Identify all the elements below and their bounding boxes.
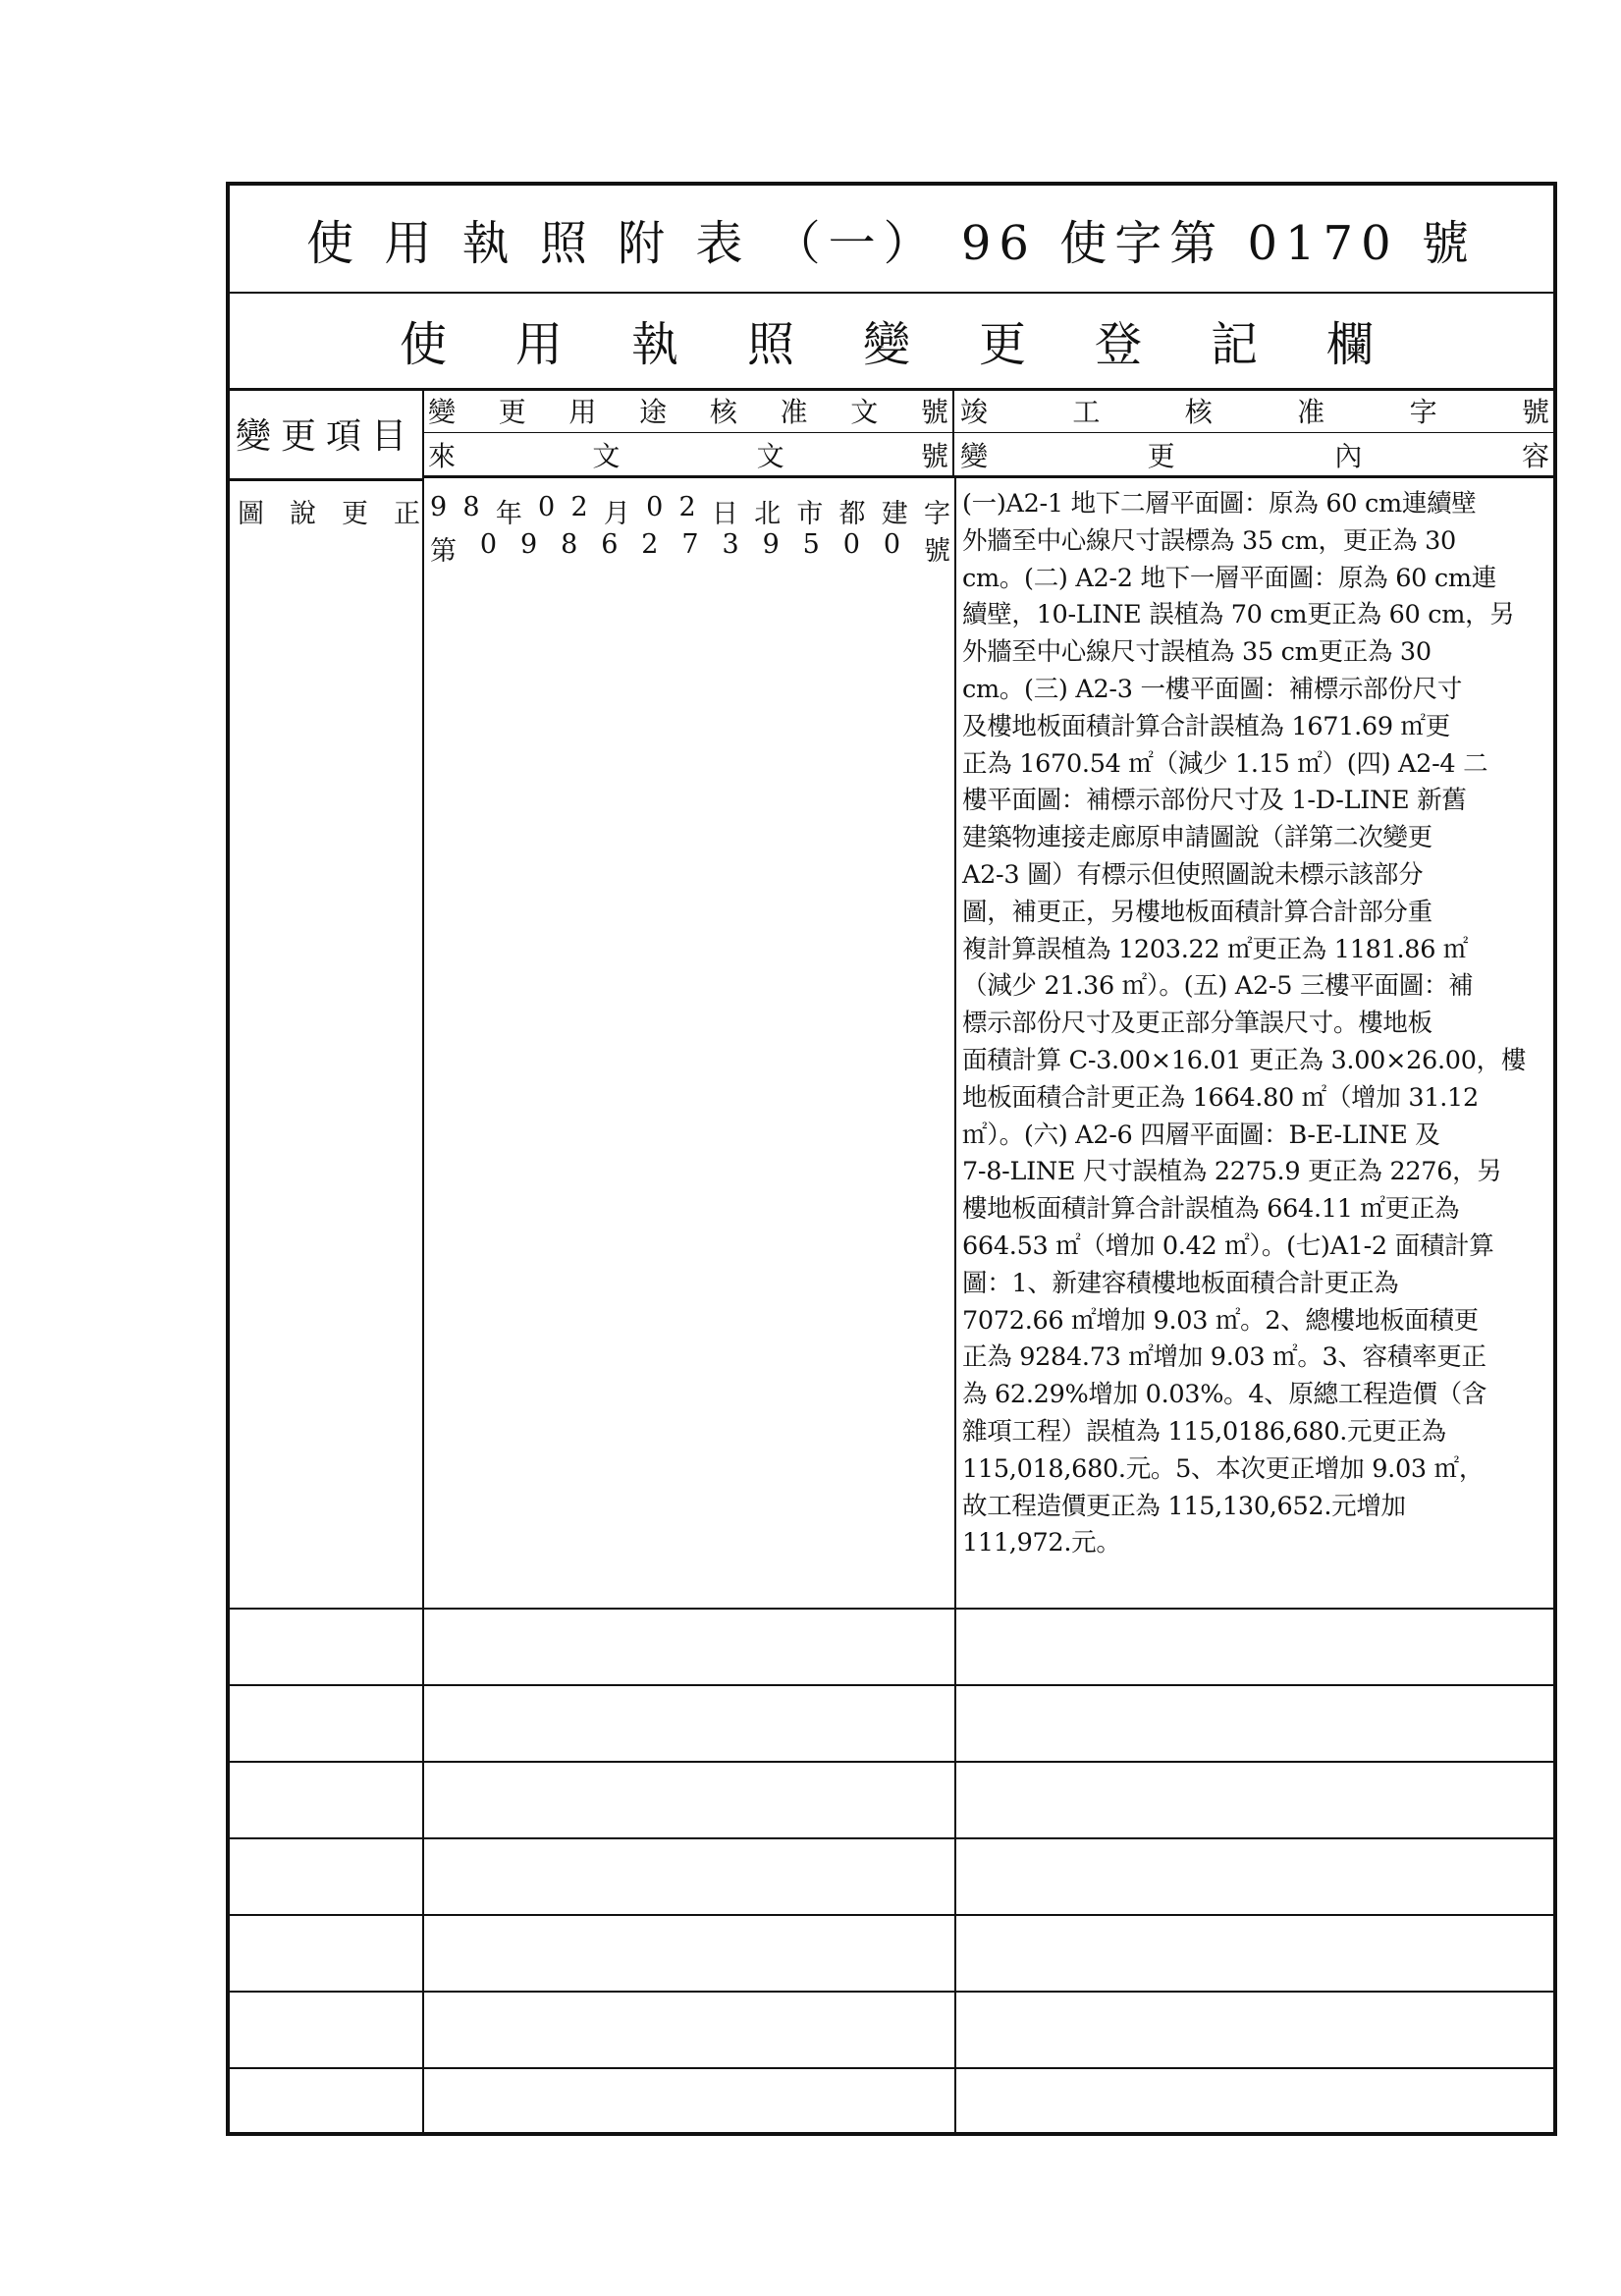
char: 9: [762, 529, 780, 560]
content-line: 外牆至中心線尺寸誤植為 35 cm更正為 30: [962, 637, 1432, 668]
content-line: (一)A2-1 地下二層平面圖：原為 60 cm連續壁: [962, 489, 1477, 519]
content-line: 外牆至中心線尺寸誤標為 35 cm，更正為 30: [962, 525, 1456, 556]
char: 更: [498, 395, 526, 428]
content-line: 7-8-LINE 尺寸誤植為 2275.9 更正為 2276，另: [962, 1157, 1502, 1187]
char: 建: [881, 499, 908, 529]
char: 正: [394, 499, 420, 529]
content-line: 664.53 ㎡（增加 0.42 ㎡）。(七)A1-2 面積計算: [962, 1230, 1494, 1261]
content-line: 樓平面圖：補標示部份尺寸及 1-D-LINE 新舊: [962, 786, 1467, 816]
char: 字: [1409, 395, 1437, 428]
row-divider: [230, 1914, 1553, 1916]
table-title: 使 用 執 照 附 表 （一） 96 使字第 0170 號: [230, 186, 1553, 294]
char: 文: [756, 439, 784, 472]
char: 日: [711, 499, 738, 529]
row-doc-no-line1: [430, 492, 950, 530]
char: 北: [754, 499, 782, 529]
char: 8: [462, 492, 480, 522]
header-change-item: 變更項目: [230, 388, 424, 481]
char: 來: [428, 439, 457, 472]
char: 號: [920, 395, 948, 428]
char: 2: [641, 529, 659, 560]
content-line: 115,018,680.元。5、本次更正增加 9.03 ㎡，: [962, 1453, 1485, 1484]
char: 核: [1184, 395, 1213, 428]
content-line: 為 62.29%增加 0.03%。4、原總工程造價（含: [962, 1380, 1487, 1410]
char: 9: [430, 492, 448, 522]
content-line: 樓地板面積計算合計誤植為 664.11 ㎡更正為: [962, 1194, 1460, 1225]
char: 第: [430, 536, 457, 567]
char: 核: [709, 395, 737, 428]
content-line: 建築物連接走廊原申請圖說（詳第二次變更: [962, 823, 1432, 853]
char: 更: [1147, 439, 1175, 472]
content-line: 地板面積合計更正為 1664.80 ㎡（增加 31.12: [962, 1082, 1479, 1113]
char: 0: [479, 529, 498, 560]
row-divider: [230, 1837, 1553, 1839]
row-divider: [230, 2067, 1553, 2069]
row-divider: [230, 1608, 1553, 1610]
char: 2: [570, 492, 588, 522]
content-line: 雜項工程）誤植為 115,0186,680.元更正為: [962, 1416, 1446, 1447]
char: 0: [538, 492, 556, 522]
content-line: cm。(三) A2-3 一樓平面圖：補標示部份尺寸: [962, 674, 1463, 704]
char: 內: [1334, 439, 1363, 472]
char: 號: [1521, 395, 1549, 428]
content-line: （減少 21.36 ㎡）。(五) A2-5 三樓平面圖：補: [962, 971, 1474, 1002]
content-line: 圖，補更正，另樓地板面積計算合計部分重: [962, 897, 1432, 927]
char: 說: [290, 499, 316, 529]
content-line: 故工程造價更正為 115,130,652.元增加: [962, 1491, 1406, 1521]
char: 月: [603, 499, 630, 529]
char: 圖: [238, 499, 264, 529]
char: 途: [639, 395, 668, 428]
char: 准: [1297, 395, 1325, 428]
char: 3: [722, 529, 739, 560]
content-line: 正為 1670.54 ㎡（減少 1.15 ㎡）(四) A2-4 二: [962, 748, 1488, 779]
char: 工: [1072, 395, 1101, 428]
column-divider: [954, 478, 956, 2132]
header-usage-approval-doc-no: [422, 388, 954, 433]
char: 文: [850, 395, 879, 428]
row-doc-no-line2: [430, 529, 950, 568]
char: 5: [802, 529, 820, 560]
char: 市: [796, 499, 824, 529]
row-change-item: [238, 492, 420, 530]
char: 7: [681, 529, 699, 560]
char: 2: [678, 492, 696, 522]
content-line: ㎡）。(六) A2-6 四層平面圖：B-E-LINE 及: [962, 1120, 1440, 1150]
content-line: 標示部份尺寸及更正部分筆誤尺寸。樓地板: [962, 1009, 1432, 1039]
row-divider: [230, 1991, 1553, 1993]
char: 0: [646, 492, 664, 522]
char: 容: [1521, 439, 1549, 472]
row-divider: [230, 1684, 1553, 1686]
content-line: 面積計算 C-3.00×16.01 更正為 3.00×26.00，樓: [962, 1045, 1527, 1075]
char: 變: [428, 395, 457, 428]
char: 竣: [960, 395, 989, 428]
content-line: 7072.66 ㎡增加 9.03 ㎡。2、總樓地板面積更: [962, 1305, 1479, 1336]
content-line: A2-3 圖）有標示但使照圖說未標示該部分: [962, 859, 1424, 890]
content-line: 續壁，10-LINE 誤植為 70 cm更正為 60 cm，另: [962, 600, 1515, 630]
char: 號: [920, 439, 948, 472]
char: 都: [838, 499, 866, 529]
header-source-doc-no: [422, 433, 954, 478]
content-line: 111,972.元。: [962, 1528, 1121, 1558]
char: 6: [601, 529, 619, 560]
license-attachment-table: [226, 182, 1557, 2136]
content-line: 正為 9284.73 ㎡增加 9.03 ㎡。3、容積率更正: [962, 1342, 1486, 1373]
char: 文: [592, 439, 621, 472]
content-line: 及樓地板面積計算合計誤植為 1671.69 ㎡更: [962, 711, 1450, 741]
char: 0: [883, 529, 901, 560]
char: 9: [520, 529, 538, 560]
char: 用: [568, 395, 597, 428]
char: 年: [495, 499, 522, 529]
row-divider: [230, 1761, 1553, 1763]
header-change-content: [954, 433, 1553, 478]
table-subtitle: 使用執照變更登記欄: [230, 292, 1553, 391]
char: 字: [923, 499, 950, 529]
char: 0: [842, 529, 860, 560]
content-line: 圖：1、新建容積樓地板面積合計更正為: [962, 1268, 1399, 1298]
char: 號: [923, 536, 950, 567]
content-line: cm。(二) A2-2 地下一層平面圖：原為 60 cm連: [962, 563, 1496, 593]
content-line: 複計算誤植為 1203.22 ㎡更正為 1181.86 ㎡: [962, 934, 1469, 964]
row-change-content: [962, 486, 1547, 1562]
char: 變: [960, 439, 989, 472]
column-divider: [422, 478, 424, 2132]
char: 更: [342, 499, 368, 529]
header-completion-approval-no: [954, 388, 1553, 433]
char: 准: [780, 395, 808, 428]
char: 8: [561, 529, 578, 560]
